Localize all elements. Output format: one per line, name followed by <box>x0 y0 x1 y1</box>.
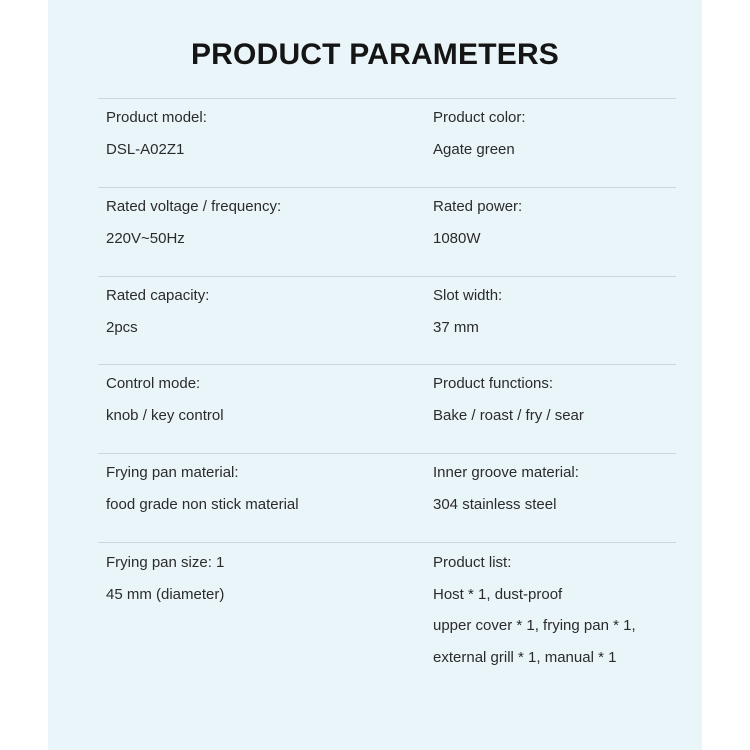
parameter-label: Frying pan material: <box>106 464 239 481</box>
parameter-label: Product list: <box>433 554 512 571</box>
parameter-value: DSL-A02Z1 <box>106 140 185 158</box>
parameter-cell-product-list <box>433 543 678 673</box>
parameter-value: knob / key control <box>106 406 224 424</box>
parameter-row <box>98 542 676 712</box>
parameter-cell-product-functions <box>433 365 678 431</box>
parameter-row <box>98 276 676 364</box>
parameter-label: Rated capacity: <box>106 287 210 304</box>
parameter-value: Bake / roast / fry / sear <box>433 406 584 424</box>
parameter-cell-frying-pan-material <box>106 454 416 520</box>
parameter-label: Inner groove material: <box>433 464 579 481</box>
parameter-value: 220V~50Hz <box>106 229 185 247</box>
parameter-value: 304 stainless steel <box>433 495 557 513</box>
parameter-label: Product color: <box>433 109 526 126</box>
parameter-value: Agate green <box>433 140 515 158</box>
parameter-row <box>98 98 676 187</box>
parameters-panel <box>48 0 702 750</box>
parameter-label: Product model: <box>106 109 207 126</box>
parameter-cell-rated-voltage <box>106 188 416 254</box>
parameter-row <box>98 453 676 542</box>
page-title: PRODUCT PARAMETERS <box>190 38 560 71</box>
parameter-row <box>98 364 676 453</box>
product-list-line: external grill * 1, manual * 1 <box>433 648 617 666</box>
parameter-cell-control-mode <box>106 365 416 431</box>
product-list-line: Host * 1, dust-proof <box>433 585 563 603</box>
parameter-label: Rated voltage / frequency: <box>106 198 282 215</box>
parameter-value: food grade non stick material <box>106 495 299 513</box>
parameter-label: Frying pan size: 1 <box>106 554 225 571</box>
parameter-cell-product-color <box>433 99 678 165</box>
parameter-cell-frying-pan-size <box>106 543 416 610</box>
parameter-label: Product functions: <box>433 375 554 392</box>
parameter-value: 45 mm (diameter) <box>106 585 225 603</box>
parameter-label: Slot width: <box>433 287 503 304</box>
parameter-cell-inner-groove-material <box>433 454 678 520</box>
parameters-table <box>98 98 676 712</box>
parameter-cell-rated-power <box>433 188 678 254</box>
parameter-cell-slot-width <box>433 277 678 343</box>
parameter-value: 1080W <box>433 229 481 247</box>
parameter-label: Control mode: <box>106 375 201 392</box>
parameter-label: Rated power: <box>433 198 523 215</box>
parameter-cell-product-model <box>106 99 416 165</box>
parameter-value: 2pcs <box>106 318 138 336</box>
parameter-row <box>98 187 676 276</box>
parameter-value: 37 mm <box>433 318 479 336</box>
parameter-cell-rated-capacity <box>106 277 416 343</box>
product-list-line: upper cover * 1, frying pan * 1, <box>433 617 636 634</box>
